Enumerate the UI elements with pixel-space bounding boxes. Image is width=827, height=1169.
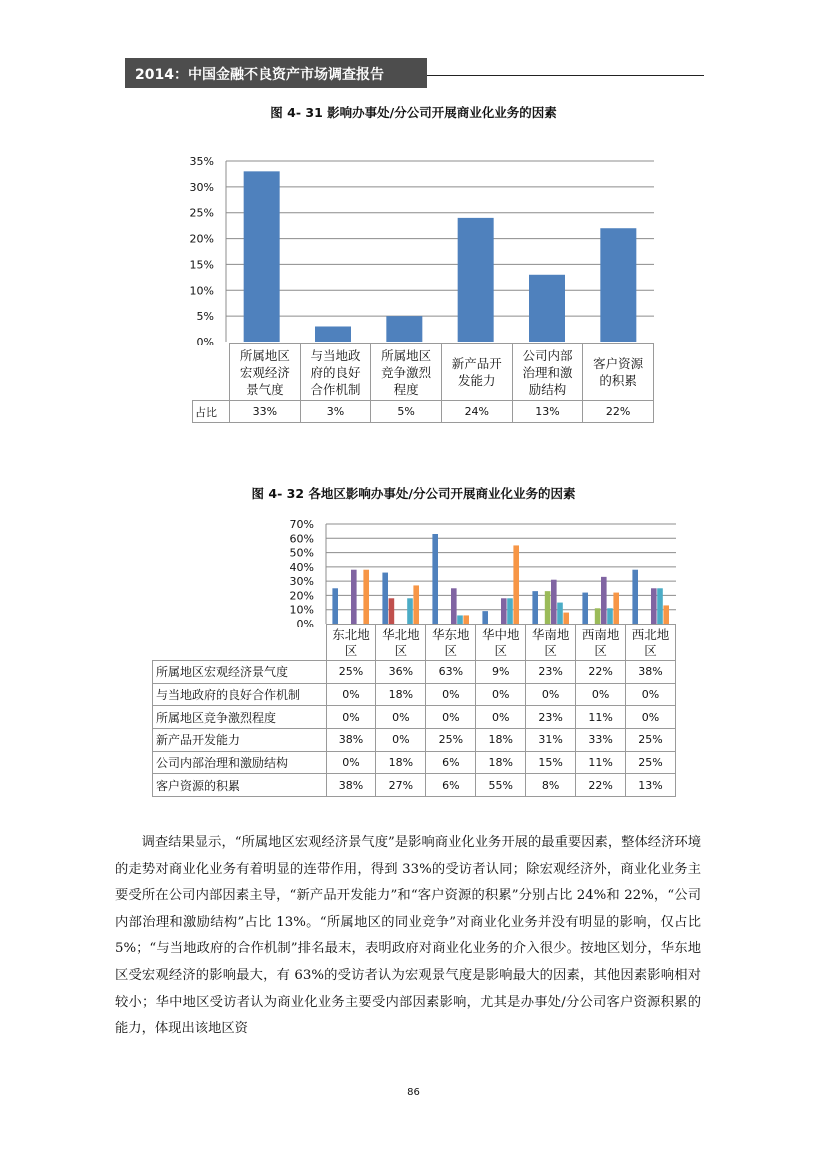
body-paragraph: 调查结果显示，“所属地区宏观经济景气度”是影响商业化业务开展的最重要因素，整体经济环境的走势对商业化业务有着明显的连带作用，得到 33%的受访者认同；除宏观经济外，商业化业务主要受所在公司内部因素主导，“新产品开发能力”和“客户资源的积累”分别占比 24%和 22%，“公司内部治理和激励结构”占比 13%。“所属地区的同业竞争”对商业化业务并没有明显的影响，仅占比 5%；“与当地政府的合作机制”排名最末，表明政府对商业化业务的介入很少。按地区划分，华东地区受宏观经济的影响最大，有 63%的受访者认为宏观景气度是影响最大的因素，其他因素影响相对较小；华中地区受访者认为商业化业务主要受内部因素影响，尤其是办事处/分公司客户资源积累的能力，体现出该地区资: [115, 835, 701, 1037]
figure2-value-cell: 0%: [626, 706, 676, 729]
figure1-value-cell: 5%: [371, 401, 442, 423]
figure2-value-cell: 25%: [626, 729, 676, 752]
figure2-value-cell: 31%: [526, 729, 576, 752]
figure2-value-cell: 38%: [326, 729, 376, 752]
figure1-bar: [315, 326, 351, 342]
figure2-value-cell: 0%: [626, 683, 676, 706]
figure2-bar: [651, 588, 657, 624]
figure2-bar: [557, 603, 563, 624]
figure2-value-cell: 0%: [476, 683, 526, 706]
figure2-bar: [582, 593, 588, 624]
figure2-value-cell: 11%: [576, 706, 626, 729]
figure2-bar: [451, 588, 457, 624]
figure1-category-label: 景气度: [246, 381, 284, 397]
figure2-category-label: 区: [494, 642, 507, 658]
figure1-category-label: 治理和激: [522, 364, 573, 380]
figure2-category-label: 区: [644, 642, 657, 658]
figure2-series-name: 所属地区宏观经济景气度: [153, 661, 327, 684]
figure2-bar: [507, 598, 513, 624]
figure2-category-label: 区: [394, 642, 408, 658]
figure2-value-cell: 9%: [476, 661, 526, 684]
figure1-category-label: 发能力: [458, 373, 496, 388]
figure2-bar: [532, 591, 538, 624]
figure2-bar: [457, 615, 463, 624]
figure1-title: 图 4- 31 影响办事处/分公司开展商业化业务的因素: [270, 105, 557, 120]
figure2-category-label: 区: [344, 642, 358, 658]
page-number: 86: [407, 1087, 420, 1098]
figure2-bar: [657, 588, 663, 624]
figure1-category-label: 竞争激烈: [381, 364, 432, 380]
figure1-category-label: 的积累: [599, 373, 637, 388]
figure2-category-cell: [326, 625, 376, 661]
figure2-bar: [463, 615, 469, 624]
figure2-value-cell: 0%: [426, 683, 476, 706]
figure2-bar: [663, 605, 669, 624]
figure1-value-cell: 13%: [512, 401, 583, 423]
figure2-value-cell: 38%: [326, 774, 376, 797]
figure2-value-cell: 0%: [476, 706, 526, 729]
figure1-value-cell: 22%: [583, 401, 654, 423]
figure1-category-row: [193, 344, 654, 401]
figure1-ytick-label: 20%: [189, 232, 214, 246]
figure2-series-row: [153, 683, 676, 706]
figure2-series-name: 新产品开发能力: [153, 729, 327, 752]
figure2-bar: [482, 611, 488, 624]
figure1-category-label: 客户资源: [593, 356, 644, 371]
figure2-title: 图 4- 32 各地区影响办事处/分公司开展商业化业务的因素: [251, 486, 576, 501]
figure2-category-label: 区: [544, 642, 557, 658]
figure2-category-cell: [376, 625, 426, 661]
figure1-category-label: 励结构: [528, 381, 567, 397]
figure2-value-cell: 36%: [376, 661, 426, 684]
figure2-bar: [407, 598, 413, 624]
figure2-category-label: 华北地: [382, 626, 420, 642]
figure2-category-label: 西北地: [631, 626, 670, 642]
figure2-bar: [363, 570, 369, 624]
figure2-value-cell: 38%: [626, 661, 676, 684]
figure1-category-label: 所属地区: [239, 347, 290, 363]
figure1-ytick-label: 15%: [189, 258, 214, 272]
figure2-value-cell: 27%: [376, 774, 426, 797]
figure1-ytick-label: 30%: [189, 180, 214, 194]
figure1-bar: [386, 316, 422, 342]
figure1-category-cell: [371, 344, 442, 401]
figure1-category-cell: [512, 344, 583, 401]
figure2-table: [152, 624, 676, 797]
figure2-category-cell: [476, 625, 526, 661]
figure2-value-cell: 8%: [526, 774, 576, 797]
figure2-ytick-label: 70%: [289, 518, 314, 531]
figure2-value-cell: 0%: [326, 706, 376, 729]
figure2-value-cell: 23%: [526, 661, 576, 684]
figure2-value-cell: 33%: [576, 729, 626, 752]
figure2-ytick-label: 60%: [289, 532, 314, 546]
figure1-ytick-label: 35%: [189, 155, 214, 168]
figure1-category-label: 新产品开: [451, 356, 502, 371]
figure2-value-cell: 63%: [426, 661, 476, 684]
figure2-chart: [0, 515, 827, 627]
figure2-category-label: 华中地: [481, 626, 520, 642]
figure2-category-label: 区: [444, 642, 458, 658]
figure2-bar: [332, 588, 338, 624]
figure2-category-cell: [576, 625, 626, 661]
figure2-value-cell: 25%: [326, 661, 376, 684]
figure2-bar: [413, 585, 419, 624]
figure1-category-cell: [230, 344, 301, 401]
figure2-series-row: [153, 706, 676, 729]
figure1-ytick-label: 25%: [189, 206, 214, 220]
figure2-corner-cell: [153, 625, 327, 661]
figure2-category-label: 华南地: [531, 626, 570, 642]
figure2-ytick-label: 50%: [289, 546, 314, 560]
figure2-category-cell: [526, 625, 576, 661]
figure2-value-cell: 22%: [576, 661, 626, 684]
figure2-value-cell: 6%: [426, 751, 476, 774]
figure1-value-row: [193, 401, 654, 423]
figure2-value-cell: 0%: [576, 683, 626, 706]
figure2-value-cell: 0%: [326, 683, 376, 706]
figure2-category-label: 东北地: [332, 626, 370, 642]
figure2-value-cell: 0%: [326, 751, 376, 774]
figure2-series-row: [153, 661, 676, 684]
figure1-ytick-label: 10%: [189, 284, 214, 298]
figure2-ytick-label: 40%: [289, 560, 314, 574]
figure2-series-name: 客户资源的积累: [153, 774, 327, 797]
figure2-value-cell: 23%: [526, 706, 576, 729]
figure2-bar: [351, 570, 357, 624]
figure1-category-cell: [583, 344, 654, 401]
figure2-bar: [389, 598, 395, 624]
figure1-bar: [529, 275, 565, 342]
figure1-bar: [600, 228, 636, 342]
figure2-ytick-label: 20%: [289, 589, 314, 603]
figure2-bar: [513, 545, 519, 624]
figure1-row-label: 占比: [193, 401, 230, 423]
figure1-category-label: 合作机制: [310, 381, 361, 397]
figure2-ytick-label: 10%: [289, 603, 314, 617]
figure1-bar: [244, 171, 280, 342]
figure2-value-cell: 18%: [476, 729, 526, 752]
figure2-value-cell: 18%: [376, 751, 426, 774]
figure2-series-row: [153, 751, 676, 774]
figure2-value-cell: 0%: [526, 683, 576, 706]
figure2-value-cell: 13%: [626, 774, 676, 797]
figure2-category-label: 华东地: [432, 626, 470, 642]
figure2-category-row: [153, 625, 676, 661]
figure2-bar: [382, 573, 388, 624]
figure1-category-label: 公司内部: [522, 347, 573, 363]
figure2-value-cell: 55%: [476, 774, 526, 797]
body-text: [115, 830, 701, 1043]
figure2-bar: [613, 593, 619, 624]
figure2-bar: [563, 613, 569, 624]
figure2-value-cell: 6%: [426, 774, 476, 797]
figure2-value-cell: 0%: [376, 729, 426, 752]
figure2-series-name: 公司内部治理和激励结构: [153, 751, 327, 774]
header-rule: [427, 75, 704, 76]
figure1-ytick-label: 5%: [196, 310, 214, 324]
figure1-table: [192, 343, 654, 423]
figure1-category-label: 宏观经济: [239, 364, 290, 380]
figure2-series-row: [153, 729, 676, 752]
figure2-value-cell: 11%: [576, 751, 626, 774]
figure1-value-cell: 24%: [441, 401, 512, 423]
figure2-value-cell: 15%: [526, 751, 576, 774]
figure2-value-cell: 18%: [476, 751, 526, 774]
figure1-corner-cell: [193, 344, 230, 401]
figure2-series-name: 所属地区竞争激烈程度: [153, 706, 327, 729]
figure2-category-label: 区: [594, 642, 607, 658]
figure2-bar: [595, 608, 601, 624]
figure2-bar: [432, 534, 438, 624]
figure2-bar: [601, 577, 607, 624]
figure1-chart: [0, 145, 827, 345]
figure1-ytick-label: 0%: [196, 336, 214, 345]
figure1-category-label: 与当地政: [310, 347, 361, 363]
figure1-category-label: 所属地区: [381, 347, 432, 363]
figure2-ytick-label: 0%: [296, 618, 314, 627]
figure2-category-cell: [426, 625, 476, 661]
figure2-series-row: [153, 774, 676, 797]
figure2-series-name: 与当地政府的良好合作机制: [153, 683, 327, 706]
figure1-category-label: 程度: [393, 381, 419, 397]
figure2-category-label: 西南地: [581, 626, 620, 642]
figure1-category-cell: [300, 344, 371, 401]
figure2-value-cell: 25%: [426, 729, 476, 752]
figure2-bar: [545, 591, 551, 624]
figure1-value-cell: 3%: [300, 401, 371, 423]
figure1-category-cell: [441, 344, 512, 401]
figure1-value-cell: 33%: [230, 401, 301, 423]
figure2-value-cell: 25%: [626, 751, 676, 774]
figure2-ytick-label: 30%: [289, 575, 314, 589]
figure1-category-label: 府的良好: [310, 364, 361, 380]
figure2-bar: [632, 570, 638, 624]
figure2-bar: [551, 580, 557, 624]
figure2-value-cell: 0%: [426, 706, 476, 729]
figure2-bar: [501, 598, 507, 624]
figure2-category-cell: [626, 625, 676, 661]
figure2-bar: [607, 608, 613, 624]
figure2-value-cell: 0%: [376, 706, 426, 729]
figure2-value-cell: 22%: [576, 774, 626, 797]
header-title: 2014：中国金融不良资产市场调查报告: [135, 67, 384, 83]
figure1-bar: [458, 218, 494, 342]
figure2-value-cell: 18%: [376, 683, 426, 706]
